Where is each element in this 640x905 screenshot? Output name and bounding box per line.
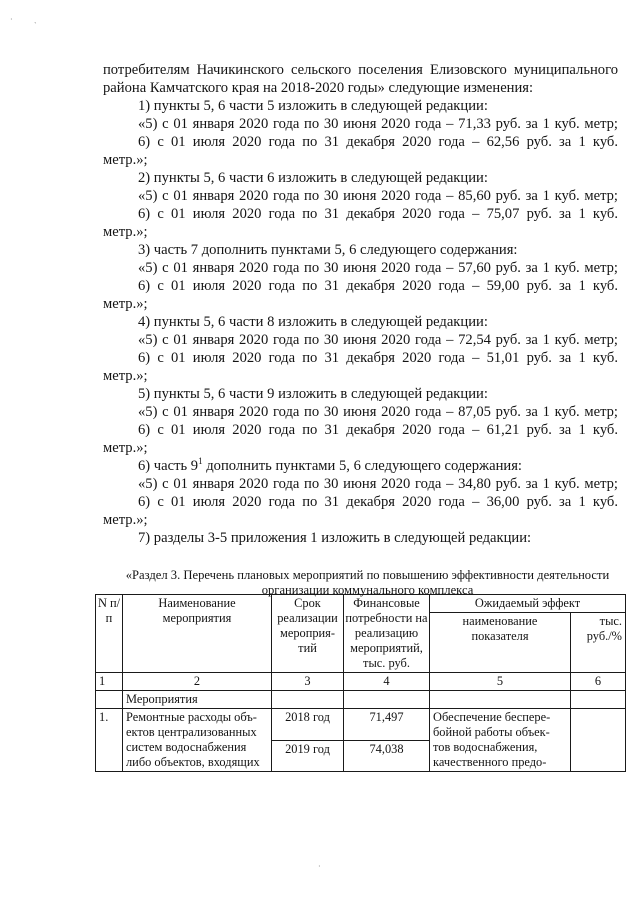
text-line: «5) с 01 января 2020 года по 30 июня 2020 года – 71,33 руб. за 1 куб. метр; [138,116,618,132]
col-number: 3 [272,673,344,691]
text-line: «5) с 01 января 2020 года по 30 июня 2020 года – 57,60 руб. за 1 куб. метр; [138,260,618,276]
header-unit: тыс. руб./% [571,613,626,673]
row-name: Ремонтные расходы объ- ектов централизованных систем водоснабжения либо объектов, входящих [123,709,272,772]
text-line: 6) с 01 июля 2020 года по 31 декабря 2020 года – 75,07 руб. за 1 куб. [138,206,618,222]
header-name: Наименование мероприятия [123,595,272,673]
text-line: 5) пункты 5, 6 части 9 изложить в следующей редакции: [138,386,488,402]
row-unit [571,709,626,772]
row-effect: Обеспечение беспере- бойной работы объек- тов водоснабжения, качественного предо- [430,709,571,772]
row-value: 74,038 [344,741,430,772]
text-line: 7) разделы 3-5 приложения 1 изложить в следующей редакции: [138,530,532,546]
text-line: 6) с 01 июля 2020 года по 31 декабря 2020 года – 61,21 руб. за 1 куб. [138,422,618,438]
column-number-row [96,673,626,691]
header-effect: Ожидаемый эффект [430,595,626,613]
row-num: 1. [96,709,123,772]
table-cell [430,691,571,709]
table-cell [344,691,430,709]
text-line: «5) с 01 января 2020 года по 30 июня 2020 года – 34,80 руб. за 1 куб. метр; [138,476,618,492]
text-line: метр.»; [103,440,148,456]
text-line: 6) с 01 июля 2020 года по 31 декабря 2020 года – 51,01 руб. за 1 куб. [138,350,618,366]
table-header-row [96,595,626,613]
measures-table [95,594,626,772]
col-number: 2 [123,673,272,691]
col-number: 5 [430,673,571,691]
text-line: 1) пункты 5, 6 части 5 изложить в следующей редакции: [138,98,488,114]
row-year: 2019 год [272,741,344,772]
table-row [96,709,626,741]
text-line: «5) с 01 января 2020 года по 30 июня 2020 года – 85,60 руб. за 1 куб. метр; [138,188,618,204]
text-line: 4) пункты 5, 6 части 8 изложить в следующей редакции: [138,314,488,330]
row-year: 2018 год [272,709,344,741]
col-number: 4 [344,673,430,691]
section-title: «Раздел 3. Перечень плановых мероприятий по повышению эффективности деятельности [125,568,610,582]
header-finance: Финансовые потребности на реализацию мероприятий, тыс. руб. [344,595,430,673]
header-indicator: наименование показателя [430,613,571,673]
scan-dot: · [318,862,321,871]
text-line: «5) с 01 января 2020 года по 30 июня 2020 года – 72,54 руб. за 1 куб. метр; [138,332,618,348]
section-label: Мероприятия [123,691,272,709]
text-line: района Камчатского края на 2018-2020 годы» следующие изменения: [103,80,534,96]
text-line: метр.»; [103,296,148,312]
table-cell [571,691,626,709]
item-6-line: 6) часть $9^1$ дополнить пунктами 5, 6 следующего содержания: [138,456,522,474]
text-line: 6) с 01 июля 2020 года по 31 декабря 2020 года – 62,56 руб. за 1 куб. [138,134,618,150]
section-row [96,691,626,709]
header-term: Срок реализации мероприя- тий [272,595,344,673]
col-number: 6 [571,673,626,691]
text-line: потребителям Начикинского сельского поселения Елизовского муниципального [103,62,618,78]
header-num: N п/ п [96,595,123,673]
table-cell [96,691,123,709]
text-line: 3) часть 7 дополнить пунктами 5, 6 следующего содержания: [138,242,518,258]
text-line: 2) пункты 5, 6 части 6 изложить в следующей редакции: [138,170,488,186]
text-line: метр.»; [103,512,148,528]
text-line: «5) с 01 января 2020 года по 30 июня 2020 года – 87,05 руб. за 1 куб. метр; [138,404,618,420]
row-value: 71,497 [344,709,430,741]
col-number: 1 [96,673,123,691]
text-line: 6) с 01 июля 2020 года по 31 декабря 2020 года – 59,00 руб. за 1 куб. [138,278,618,294]
text-line: метр.»; [103,152,148,168]
text-line: метр.»; [103,368,148,384]
text-line: метр.»; [103,224,148,240]
table-cell [272,691,344,709]
superscript: 1 [198,456,203,467]
section-subtitle: организации коммунального комплекса [261,583,474,597]
text-line: 6) с 01 июля 2020 года по 31 декабря 2020 года – 36,00 руб. за 1 куб. [138,494,618,510]
